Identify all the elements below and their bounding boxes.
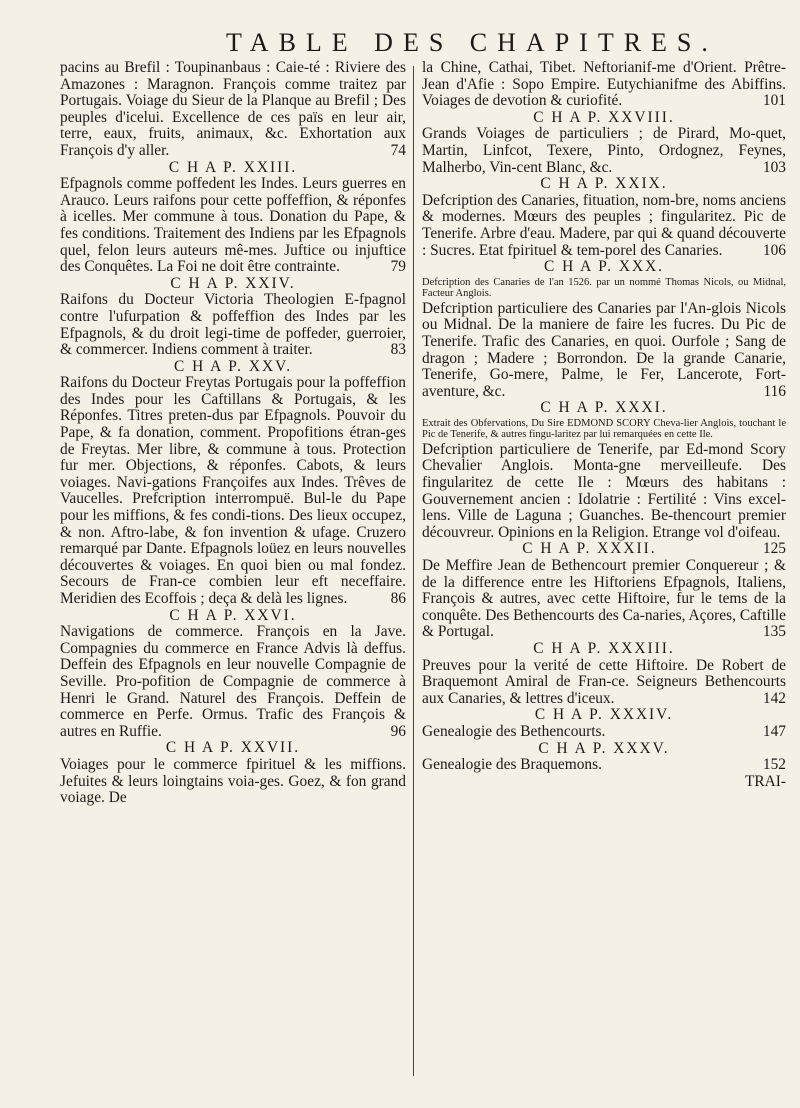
page-number: 83 bbox=[390, 341, 406, 359]
chapter-heading: C H A P. XXIII. bbox=[168, 158, 298, 176]
summary-text: Defcription particuliere de Tenerife, par Ed-mond Scory Chevalier Anglois. Monta-gne merveilleufe. Des fingularitez de cette Ile : Mœurs des habitans : Gouvernement ancien : Idolatrie : Fertilité : Vins excel-lens. Ville de Laguna ; Guanches. Be-thencourt premier découvreur. Opinions en la Religion. Etrange vol d'oifeau. bbox=[422, 440, 786, 541]
page-number: 86 bbox=[390, 590, 406, 607]
summary-text: Defcription particuliere des Canaries par l'An-glois Nicols ou Midnal. De la maniere de faire les fucres. Du Pic de Tenerife. Trafic des Canaries, en quoi. Ourfole ; Sang de dragon ; Madere ; Borrondon. De la grande Canarie, Tenerife, Go-mere, Palme, le Fer, Lancerote, Fort-aventure, &c. bbox=[422, 299, 786, 400]
chapter-heading: C H A P. XXVI. bbox=[169, 606, 297, 624]
chapter-heading: C H A P. XXVIII. bbox=[533, 108, 675, 126]
page-number: 106 bbox=[762, 241, 786, 259]
right-column bbox=[422, 60, 786, 790]
page-number: 96 bbox=[390, 722, 406, 740]
chapter-summary bbox=[422, 301, 786, 401]
summary-text: Raifons du Docteur Freytas Portugais pour la poffeffion des Indes pour les Caftillans & Portugais, & les Réponfes. Titres preten-dus par Efpagnols. Pouvoir du Pape, & fa donation, comment. Propofitions étran-ges de Freytas. Mer libre, & commune à tous. Protection fur mer. Objections, & réponfes. Cabots, & leurs voiages. Navi-gations Françoifes aux Indes. Trêves de Vaucelles. Prefcription interrompuë. Bul-le du Pape pour les miffions, & fes condi-tions. Des lieux occupez, & non. Aftro-labe, & fon invention & ufage. Cruzero remarqué par Dante. Efpagnols loüez en leurs nouvelles découvertes & voiages. En quoi bien ou mal fondez. Secours de Fran-ce combien leur eft neceffaire. Meridien des Ecoffois ; deça & delà les lignes. bbox=[60, 374, 406, 607]
page-header bbox=[226, 28, 786, 58]
summary-text: Preuves pour la verité de cette Hiftoire. De Robert de Braquemont Amiral de Fran-ce. Seigneurs Bethencourts aux Canaries, & lettres d'iceux. bbox=[422, 656, 786, 707]
chapter-heading: C H A P. XXXIV. bbox=[534, 706, 674, 724]
chapter-heading: C H A P. XXXII. bbox=[522, 540, 657, 558]
chapter-summary bbox=[60, 757, 406, 807]
chapter-summary bbox=[422, 658, 786, 708]
chapter-summary bbox=[422, 724, 786, 741]
page-number: 147 bbox=[762, 722, 786, 740]
chapter-heading: C H A P. XXIV. bbox=[170, 274, 296, 292]
summary-text: Voiages pour le commerce fpirituel & les miffions. Jefuites & leurs loingtains voia-ges. Goez, & fon grand voiage. De bbox=[60, 755, 406, 807]
summary-text: la Chine, Cathai, Tibet. Neftorianif-me d'Orient. Prêtre-Jean d'Afie : Sopo Empire. Eutychianifme des Abiffins. Voiages de devotion & curiofité. bbox=[422, 59, 786, 110]
summary-text: De Meffire Jean de Bethencourt premier Conquereur ; & de la difference entre les Hiftoriens Efpagnols, Italiens, François & autres, avec cette Hiftoire, fur le tems de la conquête. Des Bethencourts des Ca-naries, Açores, Caftille & Portugal. bbox=[422, 557, 786, 641]
page-number: 116 bbox=[763, 382, 786, 400]
chapter-summary bbox=[422, 558, 786, 641]
page-number: 142 bbox=[762, 689, 786, 707]
chapter-summary bbox=[60, 624, 406, 740]
summary-text: Genealogie des Bethencourts. bbox=[422, 722, 606, 740]
chapter-summary bbox=[422, 193, 786, 259]
chapter-heading: C H A P. XXXV. bbox=[538, 739, 670, 757]
summary-text: Grands Voiages de particuliers ; de Pirard, Mo-quet, Martin, Linfcot, Texere, Pinto, Ordognez, Feynes, Malherbo, Vin-cent Blanc, &c. bbox=[422, 125, 786, 176]
chapter-heading: C H A P. XXV. bbox=[173, 357, 293, 375]
summary-text: Efpagnols comme poffedent les Indes. Leurs guerres en Arauco. Leurs raifons pour cette poffeffion, & réponfes à icelles. Mer commune à tous. Donation du Pape, & fes conditions. Traitement des Indiens par les Efpagnols quel, felon leurs auteurs mê-mes. Juftice ou injuftice des Conquêtes. La Foi ne doit être contrainte. bbox=[60, 175, 406, 276]
summary-text: Defcription des Canaries, fituation, nom-bre, noms anciens & modernes. Mœurs des peuples ; fingularitez. Pic de Tenerife. Arbre d'eau. Madere, par qui & quand découverte : Sucres. Etat fpirituel & tem-porel des Canaries. bbox=[422, 191, 786, 259]
catchword: TRAI- bbox=[744, 772, 786, 790]
chapter-note: Extrait des Obfervations, Du Sire EDMOND SCORY Cheva-lier Anglois, touchant le Pic de Tenerife, & autres fingu-laritez par lui remarquées en cette Ile. bbox=[422, 417, 786, 441]
chapter-heading: C H A P. XXXIII. bbox=[533, 640, 675, 657]
chapter-summary bbox=[422, 60, 786, 110]
summary-text: Navigations de commerce. François en la Jave. Compagnies du commerce en France Advis là deffus. Deffein des Efpagnols en leur nouvelle Compagnie de Seville. Pro-pofition de Compagnie de commerce à Henri le Grand. Naturel des François. Deffein de commerce en Perfe. Ormus. Trafic des François & autres en Ruffie. bbox=[60, 623, 406, 740]
chapter-summary bbox=[422, 126, 786, 176]
page-title: TABLE DES CHAPITRES. bbox=[226, 28, 718, 57]
chapter-summary bbox=[422, 757, 786, 774]
chapter-heading: C H A P. XXIX. bbox=[540, 175, 668, 193]
left-column bbox=[60, 60, 406, 807]
chapter-summary bbox=[60, 292, 406, 358]
chapter-heading: C H A P. XXX. bbox=[543, 258, 665, 276]
page-number: 101 bbox=[762, 92, 786, 110]
chapter-summary bbox=[60, 176, 406, 276]
chapter-heading: C H A P. XXXI. bbox=[540, 399, 668, 417]
chapter-heading: C H A P. XXVII. bbox=[165, 739, 301, 757]
summary-text: pacins au Brefil : Toupinanbaus : Caie-té : Riviere des Amazones : Maragnon. François comme traitez par Portugais. Voiage du Sieur de la Planque au Brefil ; Des peuples d'icelui. Excellence de ces païs en leur air, terre, eaux, fruits, animaux, &c. Exhortation aux François d'y aller. bbox=[60, 59, 406, 159]
summary-text: Genealogie des Braquemons. bbox=[422, 756, 602, 774]
chapter-summary bbox=[60, 60, 406, 160]
page-number: 103 bbox=[762, 158, 786, 176]
column-rule bbox=[413, 66, 414, 1076]
page-number: 152 bbox=[762, 756, 786, 774]
page-number: 135 bbox=[762, 623, 786, 641]
chapter-summary bbox=[60, 375, 406, 607]
chapter-note: Defcription des Canaries de l'an 1526. par un nommé Thomas Nicols, ou Midnal, Facteur Anglois. bbox=[422, 276, 786, 300]
summary-text: Raifons du Docteur Victoria Theologien E-fpagnol contre l'ufurpation & poffeffion des Indes par les Efpagnols, & du droit legi-time de poffeder, guerroier, & commercer. Indiens comment à traiter. bbox=[60, 291, 406, 359]
page-number: 79 bbox=[390, 258, 406, 276]
page-number: 74 bbox=[390, 141, 406, 159]
page-number: 125 bbox=[762, 540, 786, 558]
